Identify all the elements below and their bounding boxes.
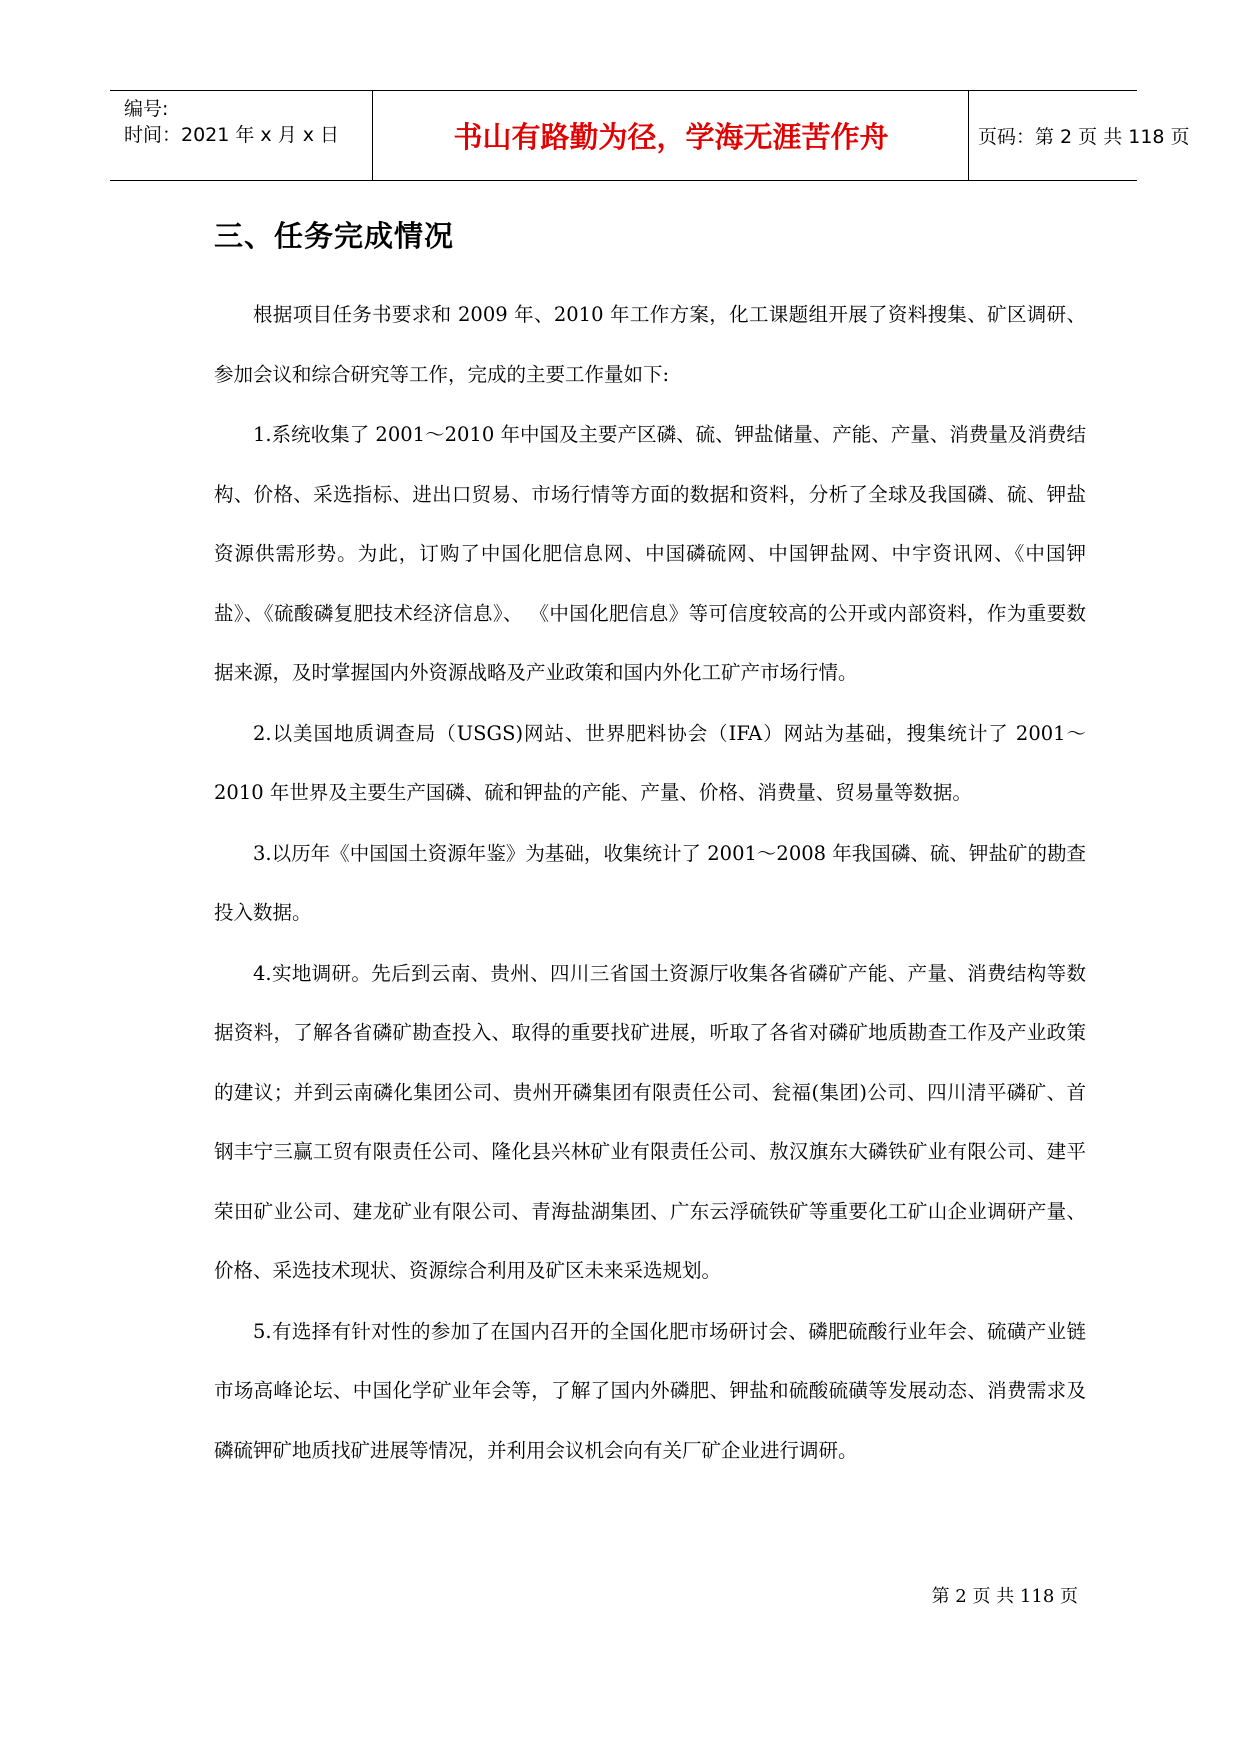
header-motto [374,91,968,180]
paragraph-item-4: 4.实地调研。先后到云南、贵州、四川三省国土资源厅收集各省磷矿产能、产量、消费结构等数据资料，了解各省磷矿勘查投入、取得的重要找矿进展，听取了各省对磷矿地质勘查工作及产业政策的建议；并到云南磷化集团公司、贵州开磷集团有限责任公司、瓮福(集团)公司、四川清平磷矿、首钢丰宁三赢工贸有限责任公司、隆化县兴林矿业有限责任公司、敖汉旗东大磷铁矿业有限公司、建平荣田矿业公司、建龙矿业有限公司、青海盐湖集团、广东云浮硫铁矿等重要化工矿山企业调研产量、价格、采选技术现状、资源综合利用及矿区未来采选规划。 [214,961,1086,1282]
page-footer: 第 2 页 共 118 页 [931,1586,1078,1607]
document-time-label: 时间：2021 年 x 月 x 日 [124,124,340,146]
document-number-label: 编号: [124,98,169,120]
paragraph-intro: 根据项目任务书要求和 2009 年、2010 年工作方案，化工课题组开展了资料搜集、矿区调研、参加会议和综合研究等工作，完成的主要工作量如下: [214,303,1086,386]
header-divider-right [968,91,969,180]
header-divider-left [372,91,373,180]
paragraph-item-2: 2.以美国地质调查局（USGS)网站、世界肥料协会（IFA）网站为基础，搜集统计了 2001～2010 年世界及主要生产国磷、硫和钾盐的产能、产量、价格、消费量、贸易量等数据。 [214,721,1086,804]
section-title: 三、任务完成情况 [214,219,455,253]
document-body [214,204,1086,1480]
header-meta [124,91,372,180]
paragraph-item-1: 1.系统收集了 2001～2010 年中国及主要产区磷、硫、钾盐储量、产能、产量、消费量及消费结构、价格、采选指标、进出口贸易、市场行情等方面的数据和资料，分析了全球及我国磷、硫、钾盐资源供需形势。为此，订购了中国化肥信息网、中国磷硫网、中国钾盐网、中宇资讯网、《中国钾盐》、《硫酸磷复肥技术经济信息》、 《中国化肥信息》等可信度较高的公开或内部资料，作为重要数据来源，及时掌握国内外资源战略及产业政策和国内外化工矿产市场行情。 [214,423,1086,684]
page-header [110,90,1190,181]
motto-text: 书山有路勤为径，学海无涯苦作舟 [453,120,889,154]
paragraph-item-5: 5.有选择有针对性的参加了在国内召开的全国化肥市场研讨会、磷肥硫酸行业年会、硫磺产业链市场高峰论坛、中国化学矿业年会等，了解了国内外磷肥、钾盐和硫酸硫磺等发展动态、消费需求及磷硫钾矿地质找矿进展等情况，并利用会议机会向有关厂矿企业进行调研。 [214,1319,1086,1462]
paragraph-item-3: 3.以历年《中国国土资源年鉴》为基础，收集统计了 2001～2008 年我国磷、硫、钾盐矿的勘查投入数据。 [214,841,1086,924]
header-page-info: 页码：第 2 页 共 118 页 [978,126,1190,148]
